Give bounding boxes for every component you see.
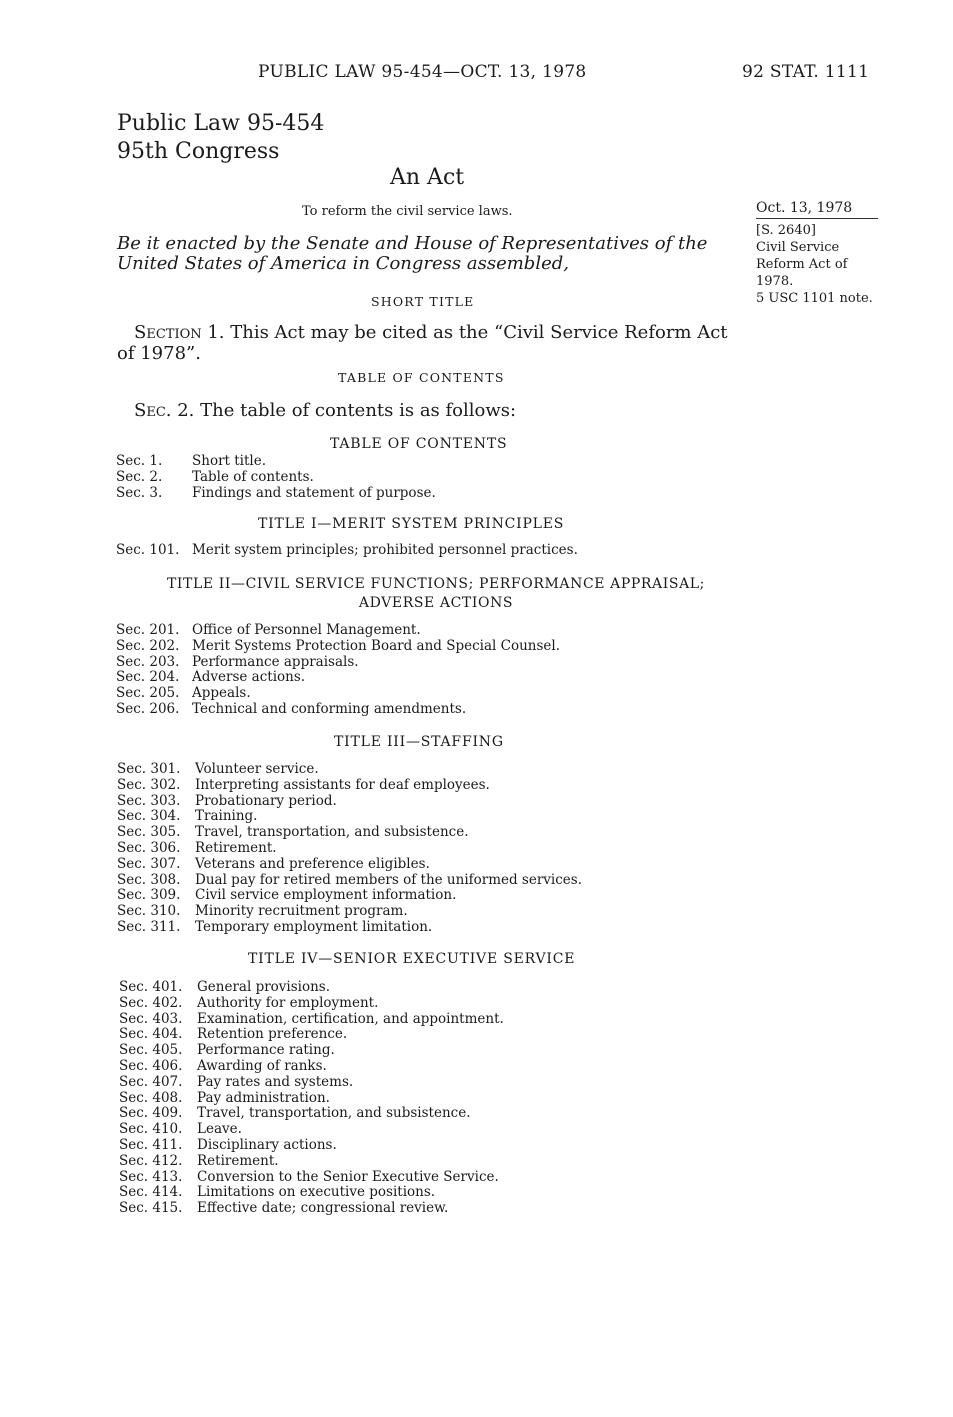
toc-entry: Sec. 3. Findings and statement of purpose. bbox=[116, 484, 436, 501]
toc-intro-heading: TABLE OF CONTENTS bbox=[338, 370, 505, 385]
title-4-heading: TITLE IV—SENIOR EXECUTIVE SERVICE bbox=[248, 951, 576, 967]
toc-entry: Sec. 408. Pay administration. bbox=[119, 1089, 330, 1106]
toc-general-list bbox=[116, 454, 436, 501]
toc-entry: Sec. 2. Table of contents. bbox=[116, 468, 314, 485]
toc-entry: Sec. 101. Merit system principles; prohibited personnel practices. bbox=[116, 542, 578, 558]
toc-entry: Sec. 311. Temporary employment limitation. bbox=[117, 918, 433, 935]
toc-entry: Sec. 303. Probationary period. bbox=[117, 792, 337, 809]
title-1-list bbox=[116, 543, 578, 559]
public-law-number: Public Law 95-454 bbox=[117, 111, 325, 136]
toc-entry: Sec. 309. Civil service employment information. bbox=[117, 887, 457, 904]
act-heading: An Act bbox=[390, 165, 465, 190]
toc-entry: Sec. 306. Retirement. bbox=[117, 839, 277, 856]
toc-entry: Sec. 404. Retention preference. bbox=[119, 1026, 348, 1043]
title-4-list bbox=[119, 980, 504, 1217]
toc-entry: Sec. 307. Veterans and preference eligibles. bbox=[117, 855, 430, 872]
toc-entry: Sec. 301. Volunteer service. bbox=[117, 761, 319, 777]
sec-label: Sec. bbox=[134, 400, 172, 421]
toc-entry: Sec. 203. Performance appraisals. bbox=[116, 653, 359, 670]
toc-entry: Sec. 204. Adverse actions. bbox=[116, 669, 306, 686]
toc-entry: Sec. 304. Training. bbox=[117, 808, 258, 825]
toc-entry: Sec. 403. Examination, certification, and appointment. bbox=[119, 1010, 504, 1027]
title-2-heading bbox=[116, 575, 756, 613]
toc-entry: Sec. 415. Effective date; congressional review. bbox=[119, 1200, 449, 1217]
toc-entry: Sec. 401. General provisions. bbox=[119, 979, 331, 995]
margin-act-name-1: Civil Service bbox=[756, 240, 840, 255]
running-head: PUBLIC LAW 95-454—OCT. 13, 1978 bbox=[258, 62, 587, 82]
toc-entry: Sec. 205. Appeals. bbox=[116, 685, 251, 702]
toc-entry: Sec. 402. Authority for employment. bbox=[119, 994, 379, 1011]
toc-entry: Sec. 410. Leave. bbox=[119, 1121, 242, 1138]
toc-entry: Sec. 1. Short title. bbox=[116, 453, 267, 469]
toc-entry: Sec. 305. Travel, transportation, and subsistence. bbox=[117, 824, 469, 841]
toc-heading: TABLE OF CONTENTS bbox=[330, 436, 508, 452]
toc-entry: Sec. 414. Limitations on executive positions. bbox=[119, 1184, 436, 1201]
margin-act-name-3: 1978. bbox=[756, 274, 794, 289]
title-1-heading: TITLE I—MERIT SYSTEM PRINCIPLES bbox=[258, 516, 565, 532]
title-2-heading-line1: TITLE II—CIVIL SERVICE FUNCTIONS; PERFORMANCE APPRAISAL; bbox=[166, 576, 705, 592]
margin-note bbox=[756, 200, 878, 307]
title-3-heading: TITLE III—STAFFING bbox=[334, 734, 504, 750]
toc-entry: Sec. 412. Retirement. bbox=[119, 1152, 279, 1169]
toc-entry: Sec. 413. Conversion to the Senior Executive Service. bbox=[119, 1168, 499, 1185]
congress-number: 95th Congress bbox=[117, 139, 280, 164]
toc-entry: Sec. 406. Awarding of ranks. bbox=[119, 1057, 327, 1074]
section-1-body: 1. This Act may be cited as the “Civil Service Reform Act of 1978”. bbox=[117, 322, 728, 364]
toc-entry: Sec. 407. Pay rates and systems. bbox=[119, 1073, 354, 1090]
statute-page-number: 92 STAT. 1111 bbox=[742, 62, 870, 82]
short-title-heading: SHORT TITLE bbox=[371, 294, 475, 309]
section-2-body: 2. The table of contents is as follows: bbox=[171, 400, 517, 421]
enacting-clause: Be it enacted by the Senate and House of Representatives of the United States of America in Congress assembled, bbox=[117, 233, 708, 274]
toc-entry: Sec. 310. Minority recruitment program. bbox=[117, 903, 408, 920]
section-1-text bbox=[117, 322, 737, 364]
toc-entry: Sec. 411. Disciplinary actions. bbox=[119, 1136, 337, 1153]
toc-entry: Sec. 308. Dual pay for retired members of the uniformed services. bbox=[117, 871, 583, 888]
toc-entry: Sec. 206. Technical and conforming amendments. bbox=[116, 700, 467, 717]
toc-entry: Sec. 409. Travel, transportation, and subsistence. bbox=[119, 1105, 471, 1122]
margin-usc-note: 5 USC 1101 note. bbox=[756, 291, 873, 306]
title-2-heading-line2: ADVERSE ACTIONS bbox=[358, 595, 514, 611]
toc-entry: Sec. 201. Office of Personnel Management. bbox=[116, 622, 421, 638]
margin-bill-number: [S. 2640] bbox=[756, 223, 816, 238]
law-identifier bbox=[117, 110, 324, 166]
title-2-list bbox=[116, 623, 560, 718]
act-purpose: To reform the civil service laws. bbox=[302, 204, 513, 219]
title-3-list bbox=[117, 762, 582, 936]
section-2-text bbox=[134, 400, 516, 421]
toc-entry: Sec. 405. Performance rating. bbox=[119, 1042, 335, 1059]
toc-entry: Sec. 302. Interpreting assistants for deaf employees. bbox=[117, 776, 490, 793]
margin-date: Oct. 13, 1978 bbox=[756, 200, 878, 219]
margin-act-name-2: Reform Act of bbox=[756, 257, 848, 272]
toc-entry: Sec. 202. Merit Systems Protection Board and Special Counsel. bbox=[116, 637, 560, 654]
section-label: Section bbox=[134, 322, 202, 343]
